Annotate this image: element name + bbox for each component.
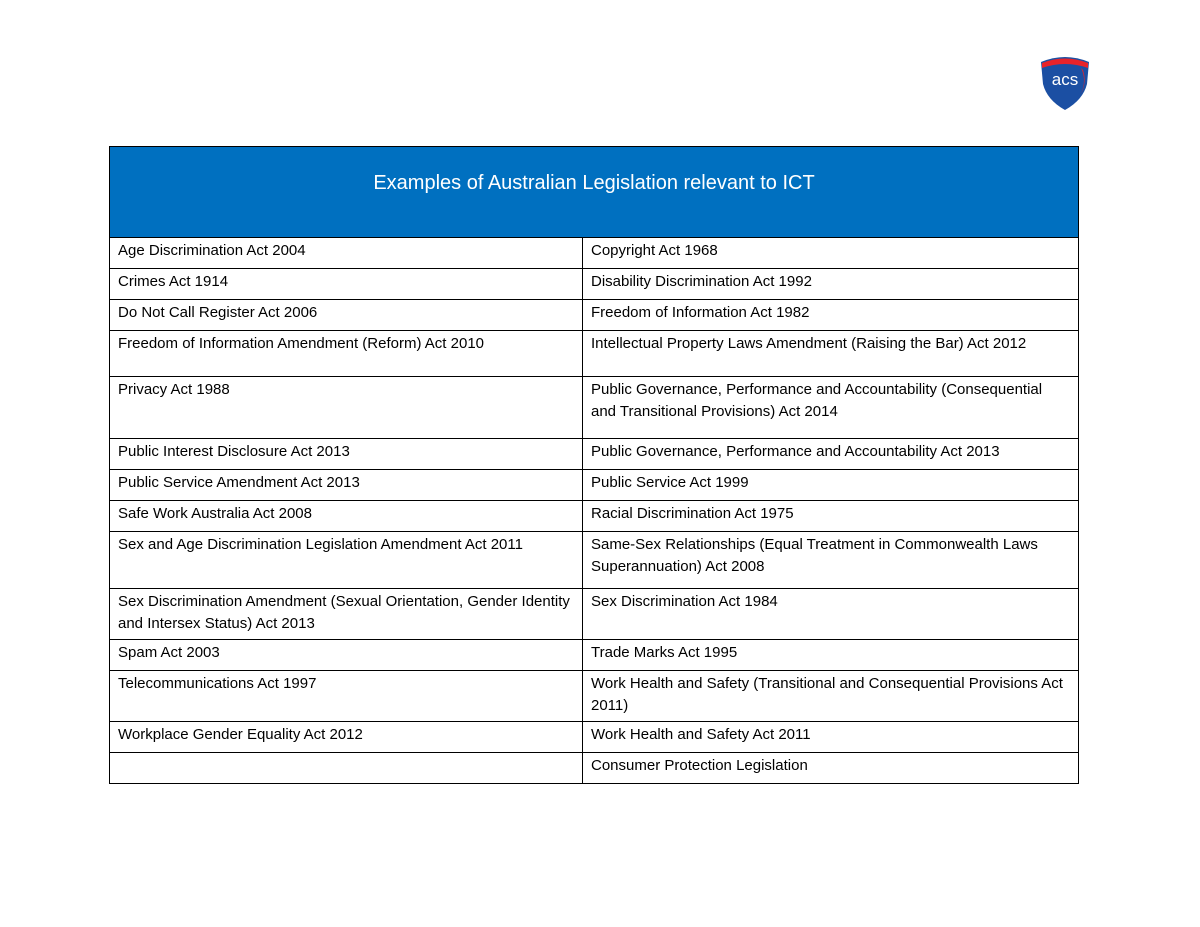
table-header-row [110,147,1079,238]
table-body [110,238,1079,784]
table-row [110,532,1079,589]
table-cell-right: Intellectual Property Laws Amendment (Raising the Bar) Act 2012 [583,331,1079,377]
table-cell-right: Freedom of Information Act 1982 [583,300,1079,331]
table-cell-right: Copyright Act 1968 [583,238,1079,269]
table-cell-left: Sex Discrimination Amendment (Sexual Orientation, Gender Identity and Intersex Status) Act 2013 [110,589,583,640]
table-cell-right: Disability Discrimination Act 1992 [583,269,1079,300]
table-cell-left: Public Interest Disclosure Act 2013 [110,439,583,470]
table-row [110,640,1079,671]
table-cell-left: Spam Act 2003 [110,640,583,671]
table-cell-right: Public Governance, Performance and Accountability Act 2013 [583,439,1079,470]
table-cell-left: Crimes Act 1914 [110,269,583,300]
table-row [110,501,1079,532]
table-cell-right: Work Health and Safety Act 2011 [583,722,1079,753]
table-cell-left: Age Discrimination Act 2004 [110,238,583,269]
table-cell-left: Telecommunications Act 1997 [110,671,583,722]
table-cell-left: Privacy Act 1988 [110,377,583,439]
table-row [110,470,1079,501]
acs-logo [1037,54,1093,112]
table-row [110,269,1079,300]
table-cell-left: Sex and Age Discrimination Legislation Amendment Act 2011 [110,532,583,589]
table-row [110,238,1079,269]
table-row [110,722,1079,753]
table-cell-left: Safe Work Australia Act 2008 [110,501,583,532]
table-cell-left: Do Not Call Register Act 2006 [110,300,583,331]
table-cell-left: Public Service Amendment Act 2013 [110,470,583,501]
table-row [110,671,1079,722]
table-row [110,300,1079,331]
table-row [110,331,1079,377]
table-cell-left: Freedom of Information Amendment (Reform) Act 2010 [110,331,583,377]
legislation-table [109,146,1079,784]
table-row [110,377,1079,439]
table-cell-right: Consumer Protection Legislation [583,753,1079,784]
logo-text: acs [1051,70,1079,89]
table-title: Examples of Australian Legislation relevant to ICT [110,147,1079,238]
table-cell-left: Workplace Gender Equality Act 2012 [110,722,583,753]
table-row [110,753,1079,784]
table-cell-right: Work Health and Safety (Transitional and Consequential Provisions Act 2011) [583,671,1079,722]
table-row [110,439,1079,470]
table-cell-right: Sex Discrimination Act 1984 [583,589,1079,640]
table-cell-right: Same-Sex Relationships (Equal Treatment in Commonwealth Laws Superannuation) Act 2008 [583,532,1079,589]
table-row [110,589,1079,640]
table-cell-right: Racial Discrimination Act 1975 [583,501,1079,532]
table-cell-right: Public Service Act 1999 [583,470,1079,501]
table-cell-right: Trade Marks Act 1995 [583,640,1079,671]
table-cell-right: Public Governance, Performance and Accountability (Consequential and Transitional Provisions) Act 2014 [583,377,1079,439]
table-cell-left [110,753,583,784]
